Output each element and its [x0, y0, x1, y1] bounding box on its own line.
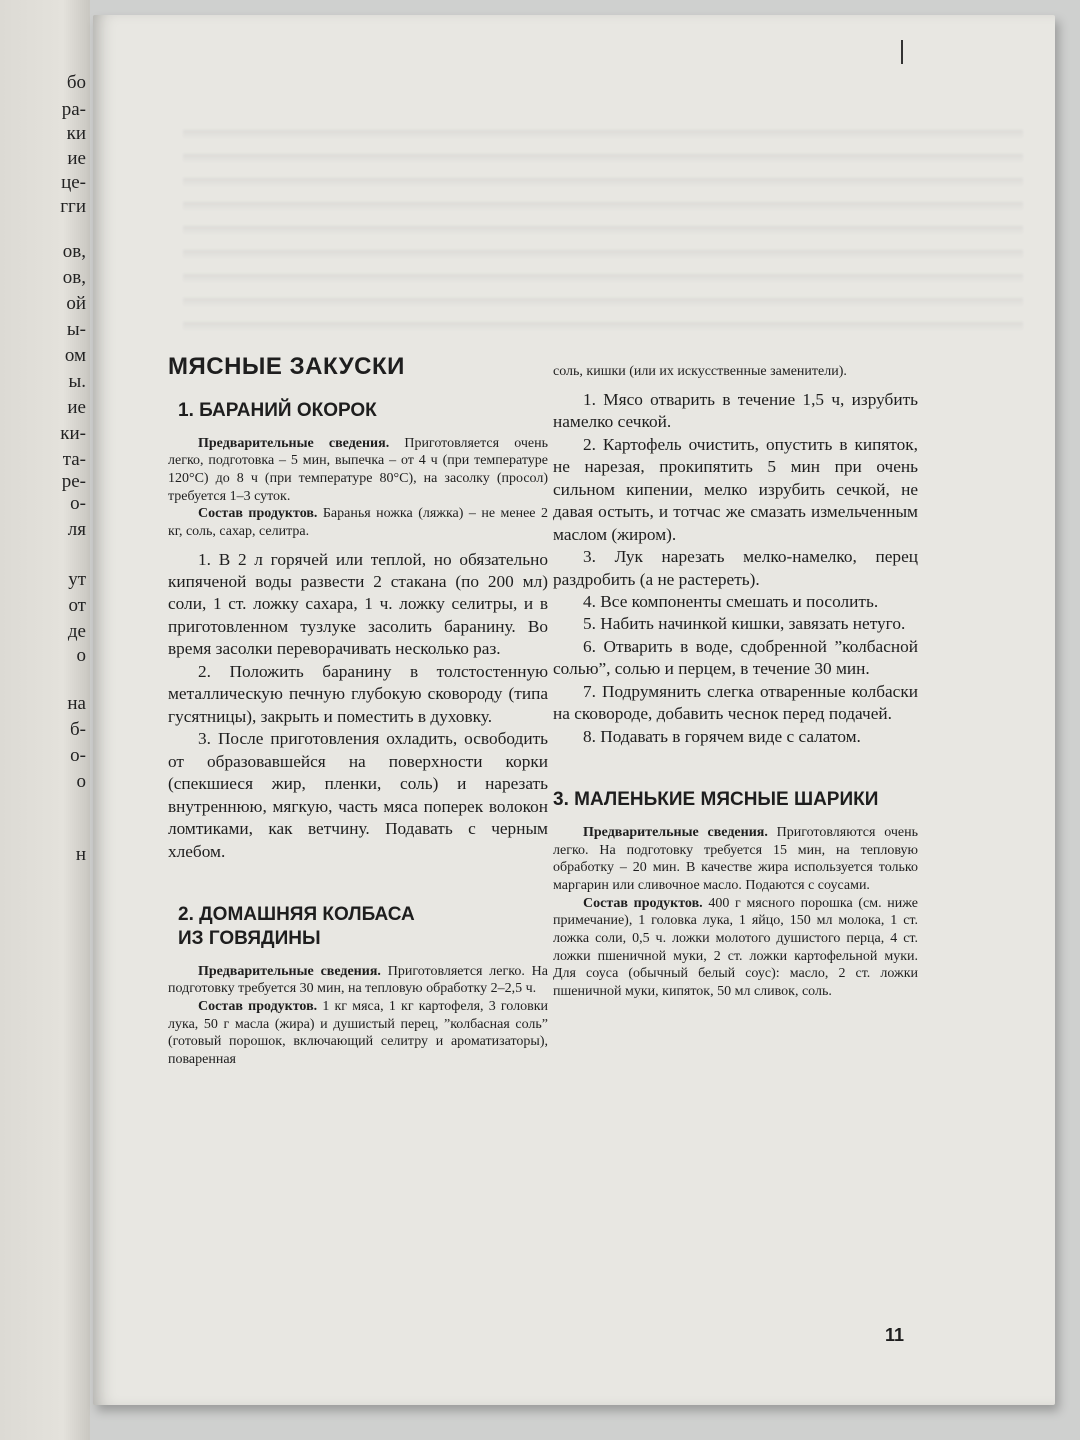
- left-page-fragment: ов,: [62, 241, 86, 262]
- info-text: Приготовляются очень легко. На подготовку требуется 15 мин, на тепловую обработку – 20 мин. В качестве жира используется только маргарин или сливочное масло. Подаются с соусами.: [553, 825, 918, 893]
- recipe-2-step-7: 7. Подрумянить слегка отваренные колбаски на сковороде, добавить чеснок перед подачей.: [553, 681, 918, 724]
- info-text: Приготовляется очень легко, подготовка – 5 мин, выпечка – от 4 ч (при температуре 120°С) до 8 ч (при температуре 80°С), на засолку (просол) требуется 1–3 суток.: [168, 435, 548, 504]
- left-page-fragment: н: [75, 844, 86, 865]
- ingredients-label: Состав продуктов.: [583, 895, 703, 911]
- left-page-fragment: де: [67, 621, 86, 642]
- right-column: [553, 363, 918, 1000]
- left-page-fragment: о-: [70, 493, 86, 514]
- pencil-mark: [901, 40, 903, 64]
- left-page-fragment: на: [67, 693, 86, 714]
- show-through-text: [183, 115, 1023, 345]
- book-page: [93, 15, 1055, 1405]
- ingredients-text: 400 г мясного порошка (см. ниже примечание), 1 головка лука, 1 яйцо, 150 мл молока, 1 ст. ложка соли, 0,5 ч. ложки молотого душистого перца, 4 ст. ложки пшеничной муки, 2 ст. ложки картофельной муки. Для соуса (обычный белый соус): масло, 2 ст. ложки пшеничной муки, кипяток, 50 мл сливок, соль.: [553, 895, 918, 999]
- recipe-2-step-6: 6. Отварить в воде, сдобренной ”колбасной солью”, солью и перцем, в течение 30 мин.: [553, 636, 918, 679]
- left-page-fragment: ра-: [61, 99, 86, 120]
- left-column: [168, 353, 548, 1069]
- section-title: МЯСНЫЕ ЗАКУСКИ: [168, 353, 405, 380]
- recipe-2-info: [168, 963, 548, 998]
- ingredients-text: 1 кг мяса, 1 кг картофеля, 3 головки лука, 50 г масла (жира) и душистый перец, ”колбасная соль” (готовый порошок, включающий селитру и ароматизаторы), поваренная: [168, 999, 548, 1067]
- recipe-1-info: [168, 435, 548, 506]
- recipe-1-step-1: 1. В 2 л горячей или теплой, но обязательно кипяченой воды развести 2 стакана (по 200 мл) соли, 1 ст. ложку сахара, 1 ч. ложку селитры, и в приготовленном тузлуке засолить баранину. Во время засолки переворачивать несколько раз.: [168, 549, 548, 659]
- left-page-fragment: б-: [70, 719, 86, 740]
- left-page-fragment: о-: [70, 745, 86, 766]
- left-page-fragment: ы-: [66, 319, 86, 340]
- recipe-2-step-3: 3. Лук нарезать мелко-намелко, перец раздробить (а не растереть).: [553, 547, 918, 589]
- left-page-fragment: о: [76, 645, 86, 666]
- left-page-fragment: ре-: [61, 471, 86, 492]
- left-page-fragment: гги: [60, 196, 86, 217]
- recipe-2-step-5: 5. Набить начинкой кишки, завязать нетуго.: [583, 614, 906, 634]
- recipe-1-title: 1. БАРАНИЙ ОКОРОК: [178, 400, 377, 421]
- left-page-fragment: ом: [64, 345, 86, 366]
- info-text: Приготовляется легко. На подготовку требуется 30 мин, на тепловую обработку 2–2,5 ч.: [168, 963, 548, 997]
- recipe-1-step-2: 2. Положить баранину в толстостенную металлическую печную глубокую сковороду (типа гусятницы), закрыть и поместить в духовку.: [168, 661, 548, 726]
- left-page-fragment: ля: [67, 519, 86, 540]
- info-label: Предварительные сведения.: [198, 435, 390, 451]
- left-page-fragment: ы.: [68, 371, 86, 392]
- left-page-edge: [0, 0, 90, 1440]
- recipe-2-step-4: 4. Все компоненты смешать и посолить.: [583, 591, 879, 611]
- left-page-fragment: от: [68, 595, 86, 616]
- info-label: Предварительные сведения.: [583, 825, 768, 841]
- left-page-fragment: ки: [66, 123, 86, 144]
- ingredients-label: Состав продуктов.: [198, 999, 318, 1015]
- recipe-2-step-2: 2. Картофель очистить, опустить в кипяток, не нарезая, прокипятить 5 мин при очень сильном кипении, мелко изрубить сечкой, не давая остыть, и тотчас же смазать измельченным маслом (жиром).: [553, 434, 918, 544]
- left-page-fragment: це-: [61, 172, 86, 193]
- recipe-1-ingredients: [168, 505, 548, 540]
- ingredients-label: Состав продуктов.: [198, 506, 318, 522]
- recipe-1-step-3: 3. После приготовления охладить, освободить от образовавшейся на поверхности корки (спекшиеся жир, пленки, соль) и нарезать внутреннюю, мягкую, часть мяса поперек волокон ломтиками, как ветчину. Подавать с черным хлебом.: [168, 729, 548, 861]
- page-number: 11: [885, 1325, 905, 1345]
- info-label: Предварительные сведения.: [198, 963, 381, 979]
- left-page-fragment: бо: [66, 72, 86, 93]
- left-page-fragment: ие: [67, 148, 86, 169]
- left-page-fragment: ут: [68, 569, 86, 590]
- recipe-3-info: [553, 824, 918, 895]
- recipe-2-step-8: 8. Подавать в горячем виде с салатом.: [583, 726, 861, 746]
- left-page-fragment: о: [76, 771, 86, 792]
- recipe-2-ingredients-continued: соль, кишки (или их искусственные заменители).: [553, 364, 847, 379]
- recipe-2-ingredients: [168, 998, 548, 1069]
- recipe-3-ingredients: [553, 895, 918, 1001]
- left-page-fragment: ие: [67, 397, 86, 418]
- recipe-2-title: [178, 903, 548, 951]
- recipe-3-title: 3. МАЛЕНЬКИЕ МЯСНЫЕ ШАРИКИ: [553, 789, 879, 811]
- left-page-fragment: ов,: [62, 267, 86, 288]
- left-page-fragment: ки-: [60, 423, 86, 444]
- left-page-fragment: ой: [66, 293, 86, 314]
- recipe-2-title-line-1: 2. ДОМАШНЯЯ КОЛБАСА: [178, 904, 415, 926]
- ingredients-text: Баранья ножка (ляжка) – не менее 2 кг, соль, сахар, селитра.: [168, 506, 548, 539]
- recipe-2-step-1: 1. Мясо отварить в течение 1,5 ч, изрубить намелко сечкой.: [553, 389, 918, 432]
- recipe-2-title-line-2: ИЗ ГОВЯДИНЫ: [178, 928, 321, 950]
- left-page-fragment: та-: [62, 449, 86, 470]
